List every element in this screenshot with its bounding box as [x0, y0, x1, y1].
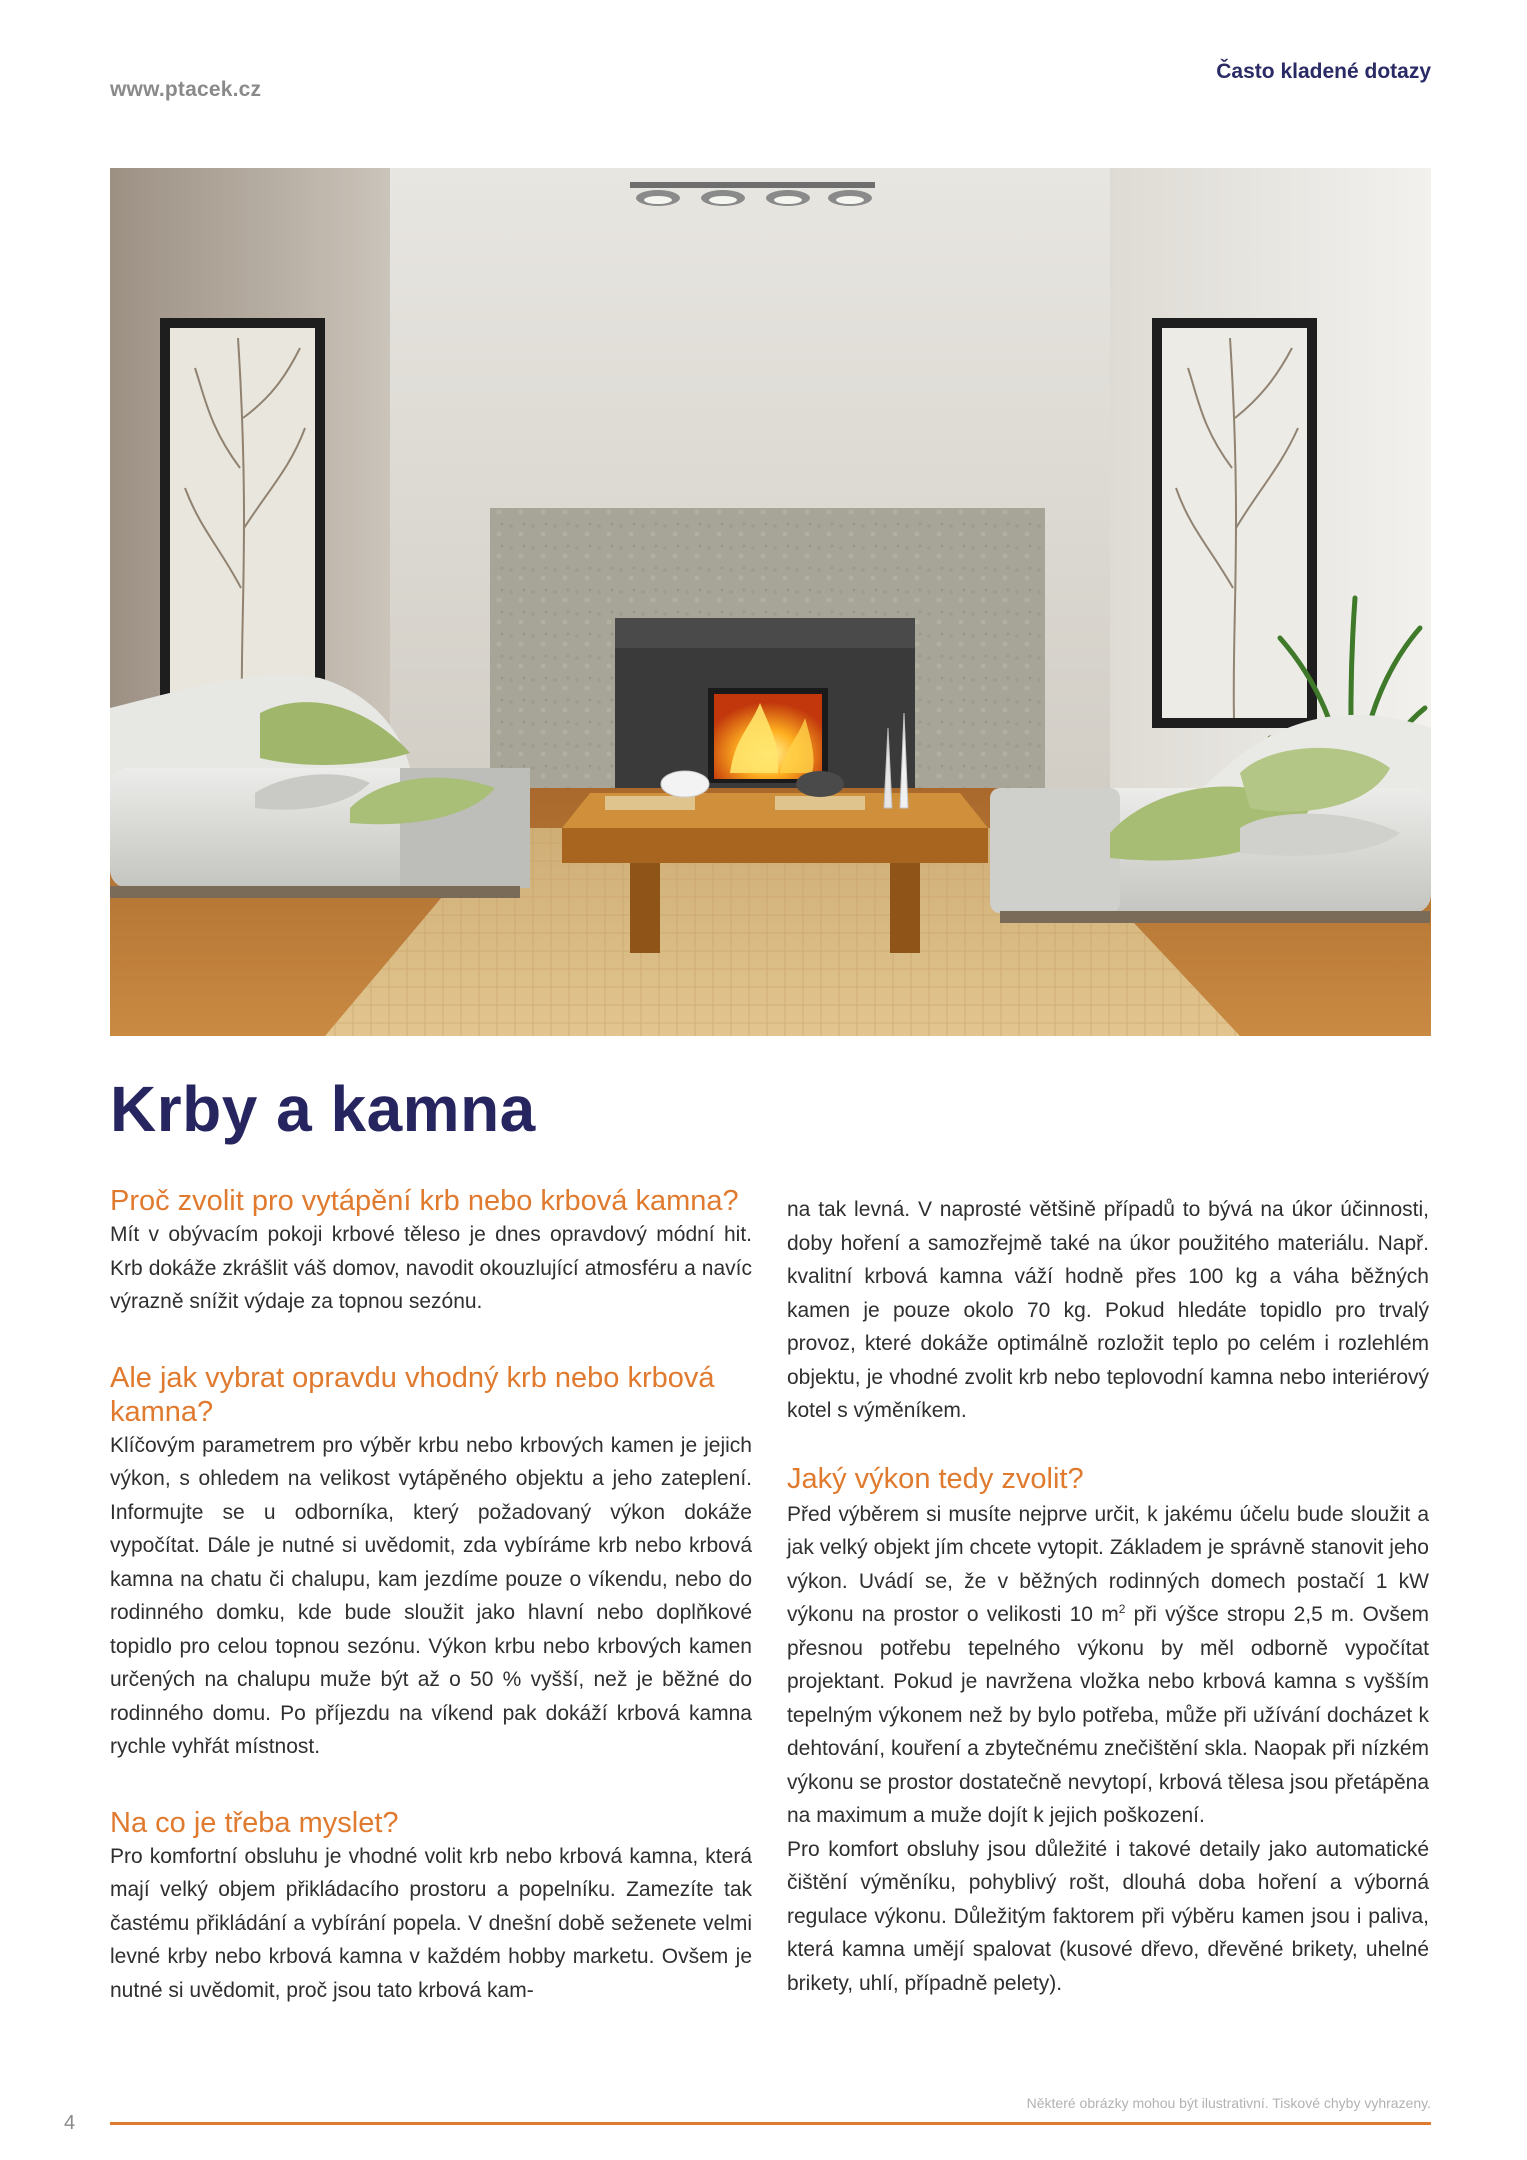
section-text: Mít v obývacím pokoji krbové těleso je dnes opravdový módní hit. Krb dokáže zkrášlit váš domov, navodit okouzlující atmosféru a navíc výrazně snížit výdaje za topnou sezónu.	[110, 1223, 752, 1313]
section-heading: Na co je třeba myslet?	[110, 1806, 399, 1839]
footer-disclaimer: Některé obrázky mohou být ilustrativní. Tiskové chyby vyhrazeny.	[1026, 2095, 1431, 2111]
section-heading-power: Jaký výkon tedy zvolit?	[787, 1462, 1084, 1495]
footer-divider	[110, 2122, 1431, 2125]
section-why-fireplace	[110, 1184, 752, 1319]
right-column	[787, 1193, 1429, 2000]
continuation-text: na tak levná. V naprosté většině případů to bývá na úkor účinnosti, doby hoření a samozřejmě také na úkor použitého materiálu. Např. kvalitní krbová kamna váží hodně přes 100 kg a váha běžných kamen je pouze okolo 70 kg. Pokud hledáte topidlo pro trvalý provoz, které dokáže optimálně rozložit teplo po celém i rozlehlém objektu, je vhodné zvolit krb nebo teplovodní kamna nebo interiérový kotel s výměníkem.	[787, 1198, 1429, 1422]
hero-image	[110, 168, 1431, 1036]
page-title: Krby a kamna	[110, 1073, 536, 1145]
section-text-power	[787, 1498, 1429, 1833]
power-text-part-1: Před výběrem si musíte nejprve určit, k jakému účelu bude sloužit a jak velký objekt jím chcete vytopit. Základem je správně stanovit jeho výkon. Uvádí se, že v běžných rodinných domech postačí 1 kW výkonu na prostor o velikosti 10 m	[787, 1502, 1429, 1626]
section-text: Klíčovým parametrem pro výběr krbu nebo krbových kamen je jejich výkon, s ohledem na velikost vytápěného objektu a jeho zateplení. Informujte se u odborníka, který požadovaný výkon dokáže vypočítat. Dále je nutné si uvědomit, zda vybíráme krb nebo krbová kamna na chatu či chalupu, kam jezdíme pouze o víkendu, nebo do rodinného domku, kde bude sloužit jako hlavní nebo doplňkové topidlo pro celou topnou sezónu. Výkon krbu nebo krbových kamen určených na chalupu muže být až o 50 % vyšší, než je běžné do rodinného domu. Po příjezdu na víkend pak dokáží krbová kamna rychle vyhřát místnost.	[110, 1433, 752, 1758]
square-meter-superscript: 2	[1118, 1602, 1126, 1616]
site-url[interactable]: www.ptacek.cz	[110, 78, 262, 101]
page-number: 4	[64, 2112, 76, 2134]
section-heading: Ale jak vybrat opravdu vhodný krb nebo krbová kamna?	[110, 1361, 715, 1428]
section-what-to-consider	[110, 1806, 752, 2008]
power-text-part-2: při výšce stropu 2,5 m. Ovšem přesnou potřebu tepelného výkonu by měl odborně vypočítat projektant. Pokud je navržena vložka nebo krbová kamna s vyšším tepelným výkonem než by bylo potřeba, může při užívání docházet k dehtování, kouření a zbytečnému znečištění skla. Naopak při nízkém výkonu se prostor dostatečně nevytopí, krbová tělesa jsou přetápěna na maximum a muže dojít k jejich poškození.	[787, 1603, 1429, 1827]
left-column	[110, 1184, 752, 2007]
section-how-to-choose	[110, 1361, 752, 1764]
section-title: Často kladené dotazy	[1216, 60, 1431, 83]
living-room-fireplace-photo	[110, 168, 1431, 1036]
section-text: Pro komfortní obsluhu je vhodné volit krb nebo krbová kamna, která mají velký objem přikládacího prostoru a popelníku. Zamezíte tak častému přikládání a vybírání popela. V dnešní době seženete velmi levné krby nebo krbová kamna v každém hobby marketu. Ovšem je nutné si uvědomit, proč jsou tato krbová kam-	[110, 1844, 752, 2002]
section-heading: Proč zvolit pro vytápění krb nebo krbová kamna?	[110, 1185, 739, 1217]
closing-text: Pro komfort obsluhy jsou důležité i takové detaily jako automatické čištění výměníku, pohyblivý rošt, dlouhá doba hoření a výborná regulace výkonu. Důležitým faktorem při výběru kamen jsou i paliva, která kamna umějí spalovat (kusové dřevo, dřevěné brikety, uhelné brikety, uhlí, případně pelety).	[787, 1837, 1429, 1995]
